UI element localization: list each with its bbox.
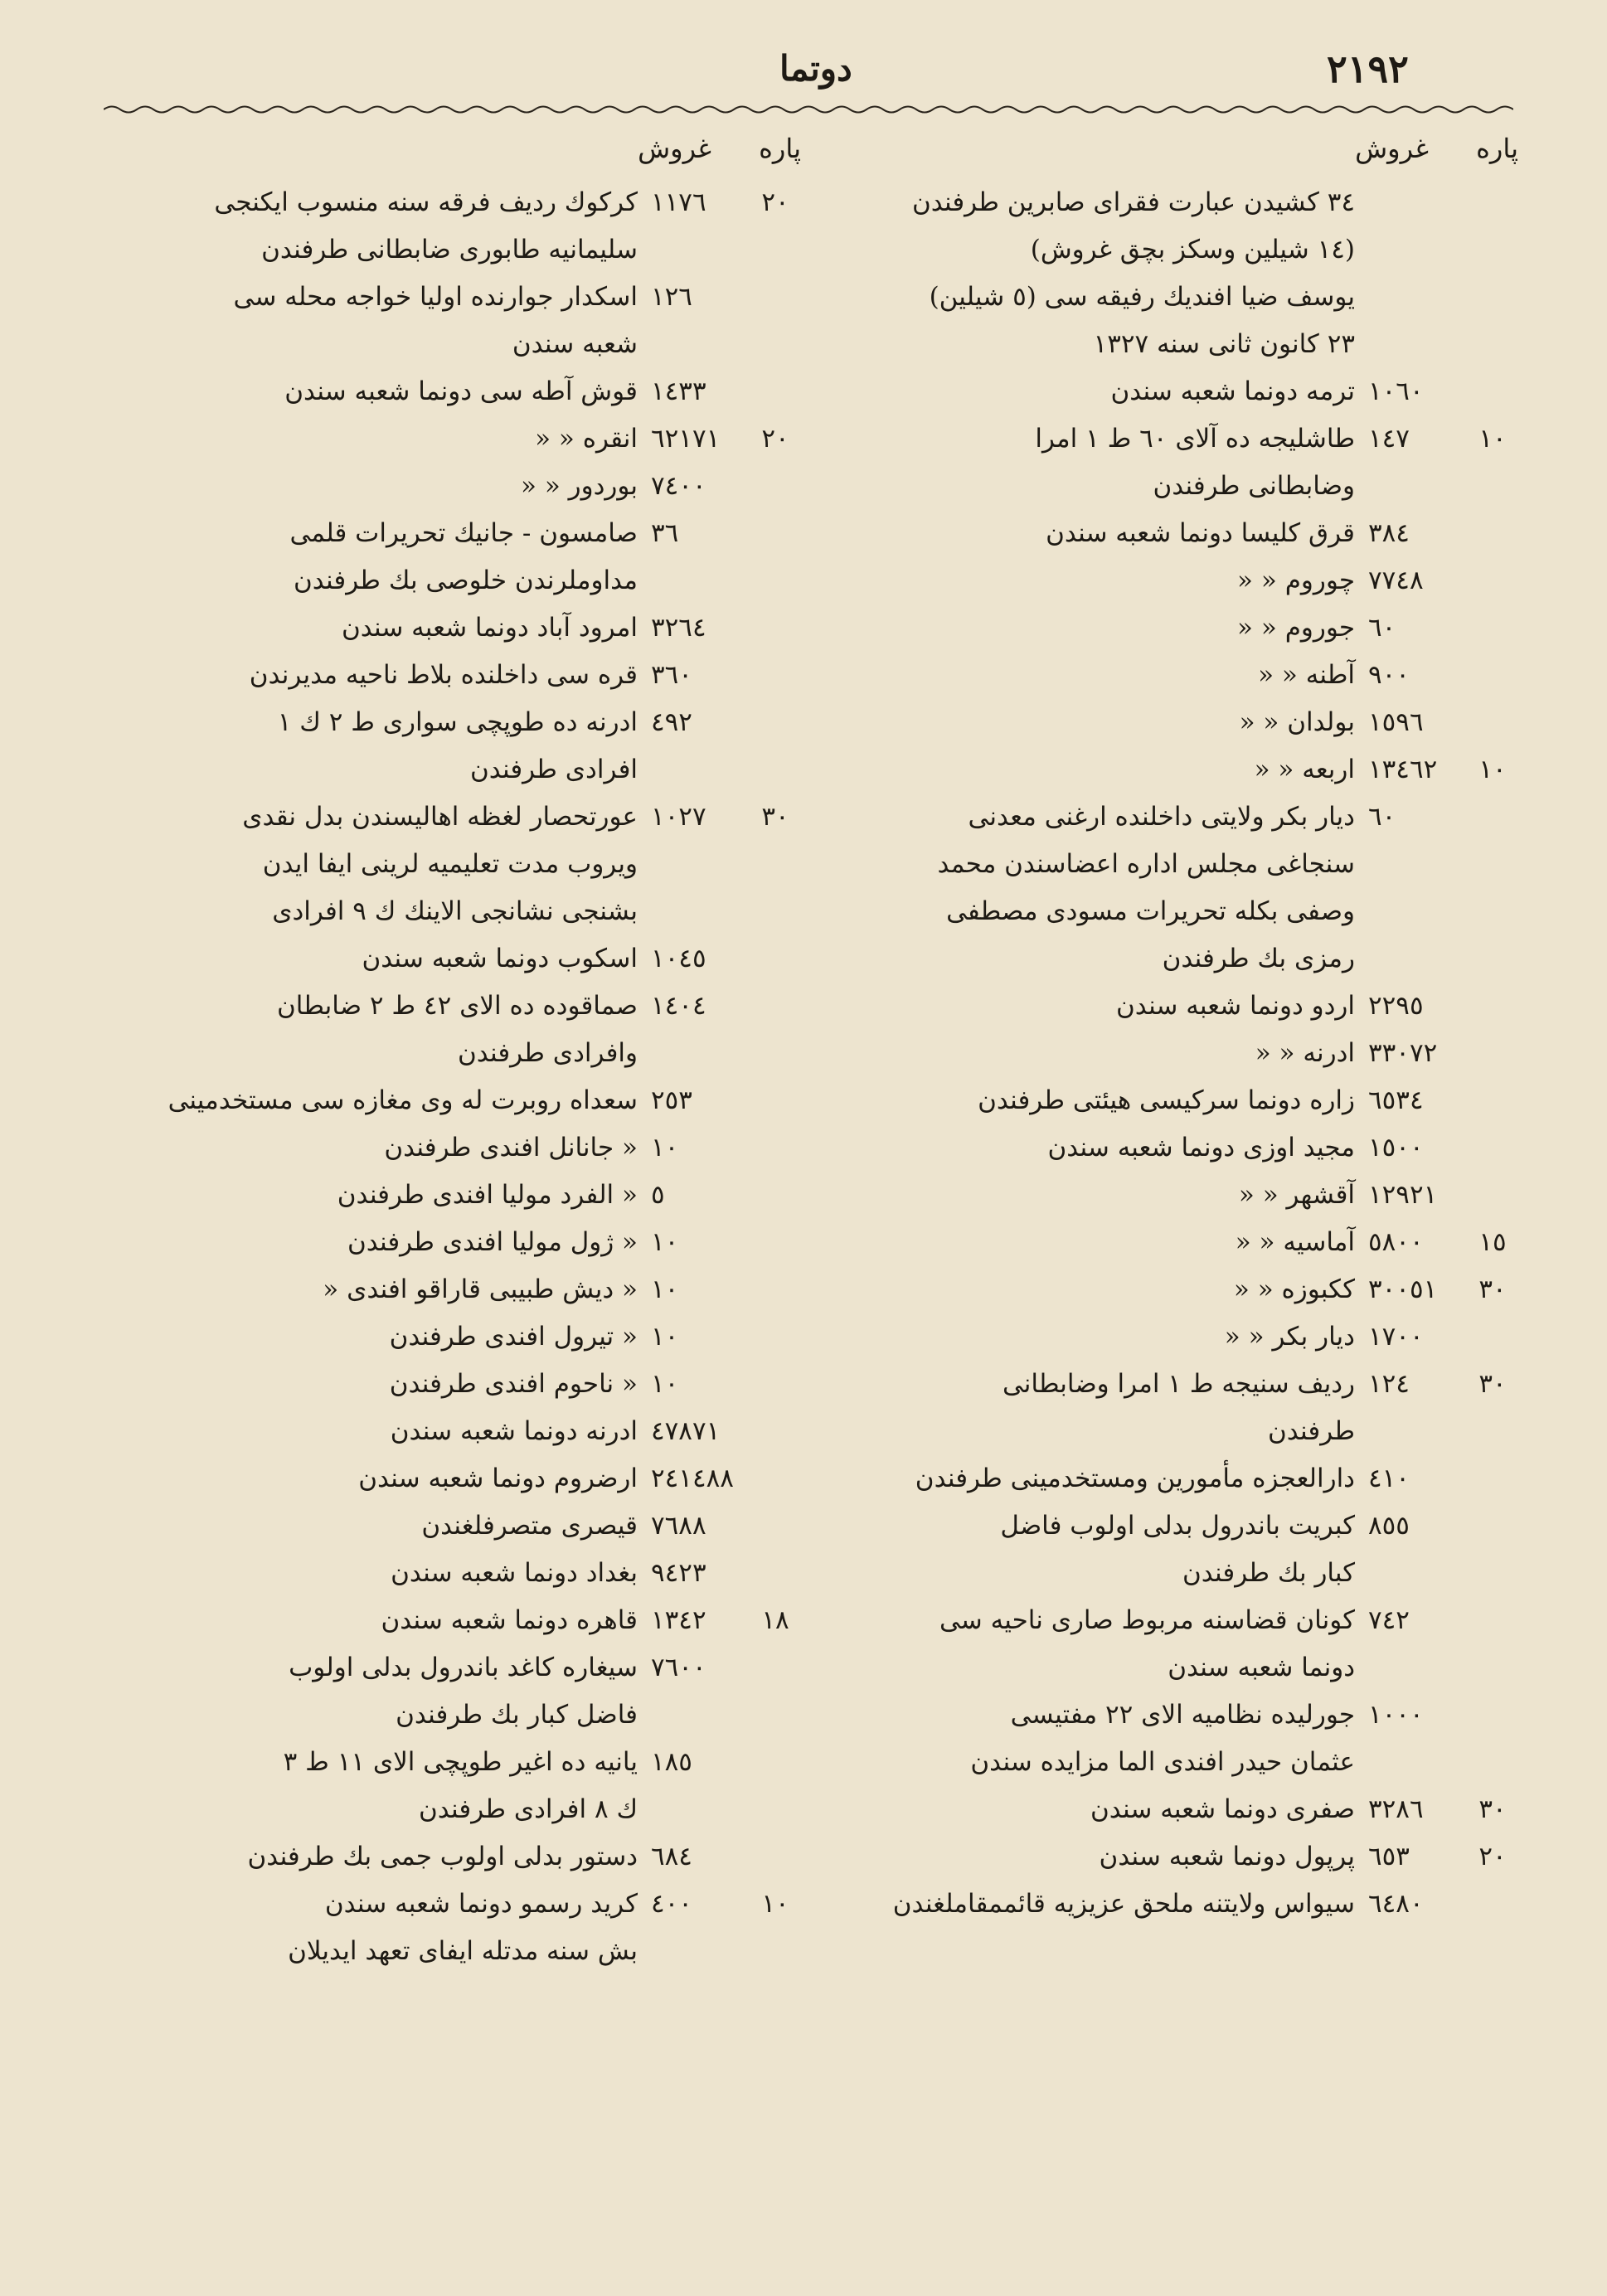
ledger-row — [124, 1361, 804, 1408]
header-rule — [104, 104, 1513, 115]
description-cell: « الفرد موليا افندى طرفندن — [337, 1180, 638, 1210]
ledger-row — [833, 604, 1522, 652]
ledger-row — [124, 415, 804, 463]
amount-cell: ٦٥٣٤ — [1368, 1085, 1424, 1115]
ledger-row — [833, 463, 1522, 510]
description-cell: ادرنه دونما شعبه سندن — [390, 1416, 638, 1446]
ledger-row — [833, 415, 1522, 463]
amount-cell: ٢٥٣ — [651, 1085, 692, 1115]
ledger-row — [124, 321, 804, 368]
para-heading: پاره — [759, 133, 801, 164]
amount-cell: ١٠٠٠ — [1368, 1700, 1424, 1730]
ledger-row — [833, 274, 1522, 321]
description-cell: زاره دونما سركيسى هيئتى طرفندن — [978, 1085, 1355, 1115]
amount-cell: ١٥٠٠ — [1368, 1133, 1424, 1163]
description-cell: ٣٤ كشيدن عبارت فقراى صابرين طرفندن — [911, 187, 1355, 217]
ledger-row — [124, 794, 804, 841]
description-cell: افرادى طرفندن — [469, 755, 638, 784]
description-cell: آقشهر « « — [1238, 1180, 1355, 1210]
description-cell: آطنه « « — [1258, 660, 1355, 690]
amount-cell: ٦٨٤ — [651, 1842, 692, 1871]
ledger-row — [124, 179, 804, 226]
ledger-row — [124, 1408, 804, 1455]
ledger-row — [124, 463, 804, 510]
description-cell: (١٤ شيلين وسكز بچق غروش) — [1030, 235, 1355, 265]
ledger-row — [833, 1313, 1522, 1361]
amount-cell: ٤٠٠ — [651, 1889, 692, 1919]
amount-cell: ٤١٠ — [1368, 1464, 1410, 1493]
description-cell: صماقوده ده الاى ٤٢ ط ٢ ضابطان — [277, 991, 638, 1021]
amount-cell: ٦٠ — [1368, 613, 1396, 643]
amount-cell: ١٣٤٢ — [651, 1605, 706, 1635]
description-cell: اردو دونما شعبه سندن — [1116, 991, 1355, 1021]
description-cell: قره سى داخلنده بلاط ناحيه مديرندن — [249, 660, 638, 690]
para-cell: ٢٠ — [1478, 1842, 1507, 1871]
amount-cell: ١٨٥ — [651, 1747, 692, 1777]
description-cell: پرپول دونما شعبه سندن — [1099, 1842, 1355, 1871]
amount-cell: ١١٧٦ — [651, 187, 706, 217]
description-cell: فاضل كبار بك طرفندن — [396, 1700, 638, 1730]
description-cell: يوسف ضيا افنديك رفيقه سى (٥ شيلين) — [929, 282, 1355, 312]
para-cell: ٣٠ — [761, 802, 789, 832]
description-cell: صفرى دونما شعبه سندن — [1090, 1794, 1355, 1824]
para-cell: ٢٠ — [761, 187, 789, 217]
description-cell: ٢٣ كانون ثانى سنه ١٣٢٧ — [1093, 329, 1355, 359]
ledger-row — [833, 321, 1522, 368]
description-cell: ك ٨ افرادى طرفندن — [419, 1794, 638, 1824]
para-cell: ٢٠ — [761, 424, 789, 454]
description-cell: « ديش طبيبى قاراقو افندى « — [323, 1274, 638, 1304]
ledger-rows — [833, 179, 1522, 1928]
description-cell: طاشليجه ده آلاى ٦٠ ط ١ امرا — [1035, 424, 1355, 454]
amount-cell: ٧٤٢ — [1368, 1605, 1410, 1635]
para-cell: ١٠ — [761, 1889, 789, 1919]
description-cell: بشنجى نشانجى الاينك ك ٩ افرادى — [272, 896, 638, 926]
amount-cell: ١٠ — [651, 1274, 679, 1304]
description-cell: ادرنه ده طوپچى سوارى ط ٢ ك ١ — [277, 707, 638, 737]
ledger-row — [124, 1550, 804, 1597]
ledger-row — [833, 652, 1522, 699]
description-cell: وصفى بكله تحريرات مسودى مصطفى — [946, 896, 1355, 926]
description-cell: كركوك رديف فرقه سنه منسوب ايكنجى — [214, 187, 638, 217]
amount-cell: ٣٣٠٧٢ — [1368, 1038, 1438, 1068]
ledger-row — [124, 983, 804, 1030]
amount-cell: ١٠٤٥ — [651, 944, 706, 973]
para-cell: ٣٠ — [1478, 1369, 1507, 1399]
ledger-row — [124, 1786, 804, 1833]
ledger-row — [124, 746, 804, 794]
amount-cell: ٧٤٠٠ — [651, 471, 706, 501]
ledger-row — [124, 1597, 804, 1644]
amount-cell: ١٢٦ — [651, 282, 692, 312]
description-cell: چوروم « « — [1237, 566, 1355, 595]
ledger-row — [124, 1124, 804, 1172]
ledger-row — [124, 557, 804, 604]
amount-cell: ٦٤٨٠ — [1368, 1889, 1424, 1919]
ledger-row — [124, 274, 804, 321]
description-cell: « ژول موليا افندى طرفندن — [347, 1227, 638, 1257]
page-number: ٢١٩٢ — [1327, 46, 1409, 91]
description-cell: « تيرول افندى طرفندن — [389, 1322, 638, 1352]
ledger-row — [124, 1644, 804, 1692]
ledger-row — [124, 604, 804, 652]
amount-cell: ٢٤١٤٨٨ — [651, 1464, 734, 1493]
amount-cell: ١٥٩٦ — [1368, 707, 1424, 737]
para-cell: ١٠ — [1478, 424, 1507, 454]
ledger-row — [833, 1030, 1522, 1077]
ledger-row — [833, 1455, 1522, 1502]
ledger-row — [833, 794, 1522, 841]
ledger-row — [833, 179, 1522, 226]
ledger-row — [124, 1455, 804, 1502]
para-cell: ١٠ — [1478, 755, 1507, 784]
description-cell: صامسون - جانيك تحريرات قلمى — [289, 518, 638, 548]
amount-cell: ٣٦٠ — [651, 660, 692, 690]
ledger-row — [124, 888, 804, 935]
description-cell: بوردور « « — [521, 471, 638, 501]
description-cell: سليمانيه طابورى ضابطانى طرفندن — [261, 235, 638, 265]
description-cell: وضابطانى طرفندن — [1153, 471, 1355, 501]
amount-cell: ٩٠٠ — [1368, 660, 1410, 690]
description-cell: سعداه روبرت له وى مغازه سى مستخدمينى — [167, 1085, 638, 1115]
description-cell: ككبوزه « « — [1233, 1274, 1355, 1304]
amount-cell: ١٠ — [651, 1369, 679, 1399]
ledger-row — [833, 1833, 1522, 1881]
description-cell: ديار بكر ولايتى داخلنده ارغنى معدنى — [968, 802, 1355, 832]
amount-cell: ٧٧٤٨ — [1368, 566, 1424, 595]
description-cell: رمزى بك طرفندن — [1162, 944, 1355, 973]
ledger-row — [124, 1313, 804, 1361]
ledger-row — [124, 1692, 804, 1739]
description-cell: سنجاغى مجلس اداره اعضاسندن محمد — [937, 849, 1355, 879]
description-cell: ترمه دونما شعبه سندن — [1110, 376, 1355, 406]
ledger-row — [833, 1597, 1522, 1644]
ledger-row — [124, 841, 804, 888]
description-cell: قوش آطه سى دونما شعبه سندن — [284, 376, 638, 406]
gurush-heading: غروش — [638, 133, 711, 164]
ledger-row — [833, 935, 1522, 983]
amount-cell: ١٠ — [651, 1227, 679, 1257]
description-cell: وافرادى طرفندن — [457, 1038, 638, 1068]
gurush-heading: غروش — [1355, 133, 1429, 164]
description-cell: جوروم « « — [1237, 613, 1355, 643]
description-cell: مداوملرندن خلوصى بك طرفندن — [293, 566, 638, 595]
description-cell: ادرنه « « — [1255, 1038, 1355, 1068]
description-cell: قرق كليسا دونما شعبه سندن — [1046, 518, 1355, 548]
column-heading — [833, 133, 1522, 179]
amount-cell: ١٠ — [651, 1322, 679, 1352]
ledger-row — [833, 1077, 1522, 1124]
amount-cell: ١٢٩٢١ — [1368, 1180, 1438, 1210]
ledger-row — [124, 1077, 804, 1124]
description-cell: امرود آباد دونما شعبه سندن — [341, 613, 638, 643]
ledger-row — [124, 1881, 804, 1928]
description-cell: طرفندن — [1268, 1416, 1355, 1446]
ledger-row — [833, 1219, 1522, 1266]
amount-cell: ٢٢٩٥ — [1368, 991, 1424, 1021]
ledger-row — [833, 510, 1522, 557]
amount-cell: ٣٦ — [651, 518, 679, 548]
description-cell: اسكدار جوارنده اوليا خواجه محله سى — [233, 282, 638, 312]
amount-cell: ١٠ — [651, 1133, 679, 1163]
amount-cell: ١٣٤٦٢ — [1368, 755, 1438, 784]
description-cell: قيصرى متصرفلغندن — [421, 1511, 638, 1541]
amount-cell: ١٧٠٠ — [1368, 1322, 1424, 1352]
amount-cell: ١٠٢٧ — [651, 802, 706, 832]
amount-cell: ١٠٦٠ — [1368, 376, 1424, 406]
ledger-row — [833, 1550, 1522, 1597]
ledger-row — [833, 983, 1522, 1030]
amount-cell: ٧٦٨٨ — [651, 1511, 706, 1541]
ledger-row — [833, 1266, 1522, 1313]
description-cell: عورتحصار لغظه اهاليسندن بدل نقدى — [242, 802, 638, 832]
ledger-row — [833, 1692, 1522, 1739]
description-cell: ديار بكر « « — [1224, 1322, 1355, 1352]
ledger-row — [833, 1361, 1522, 1408]
ledger-row — [833, 1124, 1522, 1172]
description-cell: مجيد اوزى دونما شعبه سندن — [1047, 1133, 1355, 1163]
amount-cell: ٣٨٤ — [1368, 518, 1410, 548]
description-cell: كريد رسمو دونما شعبه سندن — [324, 1889, 638, 1919]
ledger-row — [833, 1881, 1522, 1928]
ledger-row — [833, 841, 1522, 888]
description-cell: يانيه ده اغير طوپچى الاى ١١ ط ٣ — [283, 1747, 638, 1777]
description-cell: بش سنه مدتله ايفاى تعهد ايديلان — [288, 1936, 638, 1966]
ledger-row — [124, 1266, 804, 1313]
ledger-rows — [124, 179, 804, 1975]
ledger-row — [833, 1408, 1522, 1455]
amount-cell: ٣٠٠٥١ — [1368, 1274, 1438, 1304]
description-cell: كبريت باندرول بدلى اولوب فاضل — [1000, 1511, 1355, 1541]
description-cell: رديف سنيجه ط ١ امرا وضابطانى — [1002, 1369, 1355, 1399]
description-cell: كبار بك طرفندن — [1182, 1558, 1355, 1588]
para-cell: ١٥ — [1478, 1227, 1507, 1257]
description-cell: آماسيه « « — [1235, 1227, 1355, 1257]
description-cell: بغداد دونما شعبه سندن — [391, 1558, 638, 1588]
ledger-row — [833, 746, 1522, 794]
description-cell: ارضروم دونما شعبه سندن — [358, 1464, 638, 1493]
ledger-row — [833, 557, 1522, 604]
ledger-row — [833, 368, 1522, 415]
left-column — [124, 133, 804, 1975]
ledger-row — [124, 1030, 804, 1077]
ledger-row — [124, 1502, 804, 1550]
ledger-row — [124, 510, 804, 557]
description-cell: دستور بدلى اولوب جمى بك طرفندن — [247, 1842, 638, 1871]
ledger-row — [833, 1644, 1522, 1692]
amount-cell: ٣٢٦٤ — [651, 613, 706, 643]
description-cell: شعبه سندن — [512, 329, 638, 359]
description-cell: سيغاره كاغد باندرول بدلى اولوب — [289, 1653, 638, 1682]
ledger-row — [124, 1928, 804, 1975]
right-column — [833, 133, 1522, 1928]
column-heading — [124, 133, 804, 179]
description-cell: انقره « « — [535, 424, 638, 454]
amount-cell: ١٤٣٣ — [651, 376, 706, 406]
amount-cell: ١٤٠٤ — [651, 991, 706, 1021]
description-cell: « ناحوم افندى طرفندن — [389, 1369, 638, 1399]
description-cell: دارالعجزه مأمورين ومستخدمينى طرفندن — [915, 1464, 1355, 1493]
description-cell: قاهره دونما شعبه سندن — [381, 1605, 638, 1635]
amount-cell: ٩٤٢٣ — [651, 1558, 706, 1588]
ledger-row — [124, 368, 804, 415]
ledger-row — [833, 888, 1522, 935]
amount-cell: ٦٥٣ — [1368, 1842, 1410, 1871]
ledger-row — [124, 652, 804, 699]
description-cell: سيواس ولايتنه ملحق عزيزيه قائممقاملغندن — [892, 1889, 1355, 1919]
running-title: دوتما — [779, 48, 852, 89]
ledger-row — [833, 699, 1522, 746]
amount-cell: ٦٢١٧١ — [651, 424, 721, 454]
amount-cell: ٨٥٥ — [1368, 1511, 1410, 1541]
ledger-row — [124, 699, 804, 746]
description-cell: دونما شعبه سندن — [1168, 1653, 1355, 1682]
para-heading: پاره — [1476, 133, 1518, 164]
description-cell: « جانانل افندى طرفندن — [384, 1133, 638, 1163]
para-cell: ٣٠ — [1478, 1794, 1507, 1824]
para-cell: ٣٠ — [1478, 1274, 1507, 1304]
description-cell: اسكوب دونما شعبه سندن — [362, 944, 638, 973]
ledger-row — [833, 1502, 1522, 1550]
description-cell: ويروب مدت تعليميه لرينى ايفا ايدن — [262, 849, 638, 879]
ledger-row — [124, 1219, 804, 1266]
amount-cell: ٣٢٨٦ — [1368, 1794, 1424, 1824]
ledger-row — [124, 935, 804, 983]
ledger-row — [124, 1739, 804, 1786]
amount-cell: ٧٦٠٠ — [651, 1653, 706, 1682]
amount-cell: ٤٧٨٧١ — [651, 1416, 721, 1446]
amount-cell: ١٢٤ — [1368, 1369, 1410, 1399]
para-cell: ١٨ — [761, 1605, 789, 1635]
description-cell: بولدان « « — [1239, 707, 1355, 737]
amount-cell: ٥ — [651, 1180, 665, 1210]
description-cell: عثمان حيدر افندى الما مزايده سندن — [970, 1747, 1355, 1777]
description-cell: اربعه « « — [1254, 755, 1355, 784]
ledger-row — [124, 1172, 804, 1219]
amount-cell: ٥٨٠٠ — [1368, 1227, 1424, 1257]
amount-cell: ٦٠ — [1368, 802, 1396, 832]
ledger-row — [124, 226, 804, 274]
ledger-row — [124, 1833, 804, 1881]
ledger-row — [833, 1739, 1522, 1786]
amount-cell: ٤٩٢ — [651, 707, 692, 737]
description-cell: جورليده نظاميه الاى ٢٢ مفتيسى — [1010, 1700, 1355, 1730]
ledger-row — [833, 226, 1522, 274]
ledger-row — [833, 1172, 1522, 1219]
description-cell: كونان قضاسنه مربوط صارى ناحيه سى — [939, 1605, 1355, 1635]
amount-cell: ١٤٧ — [1368, 424, 1410, 454]
ledger-row — [833, 1786, 1522, 1833]
